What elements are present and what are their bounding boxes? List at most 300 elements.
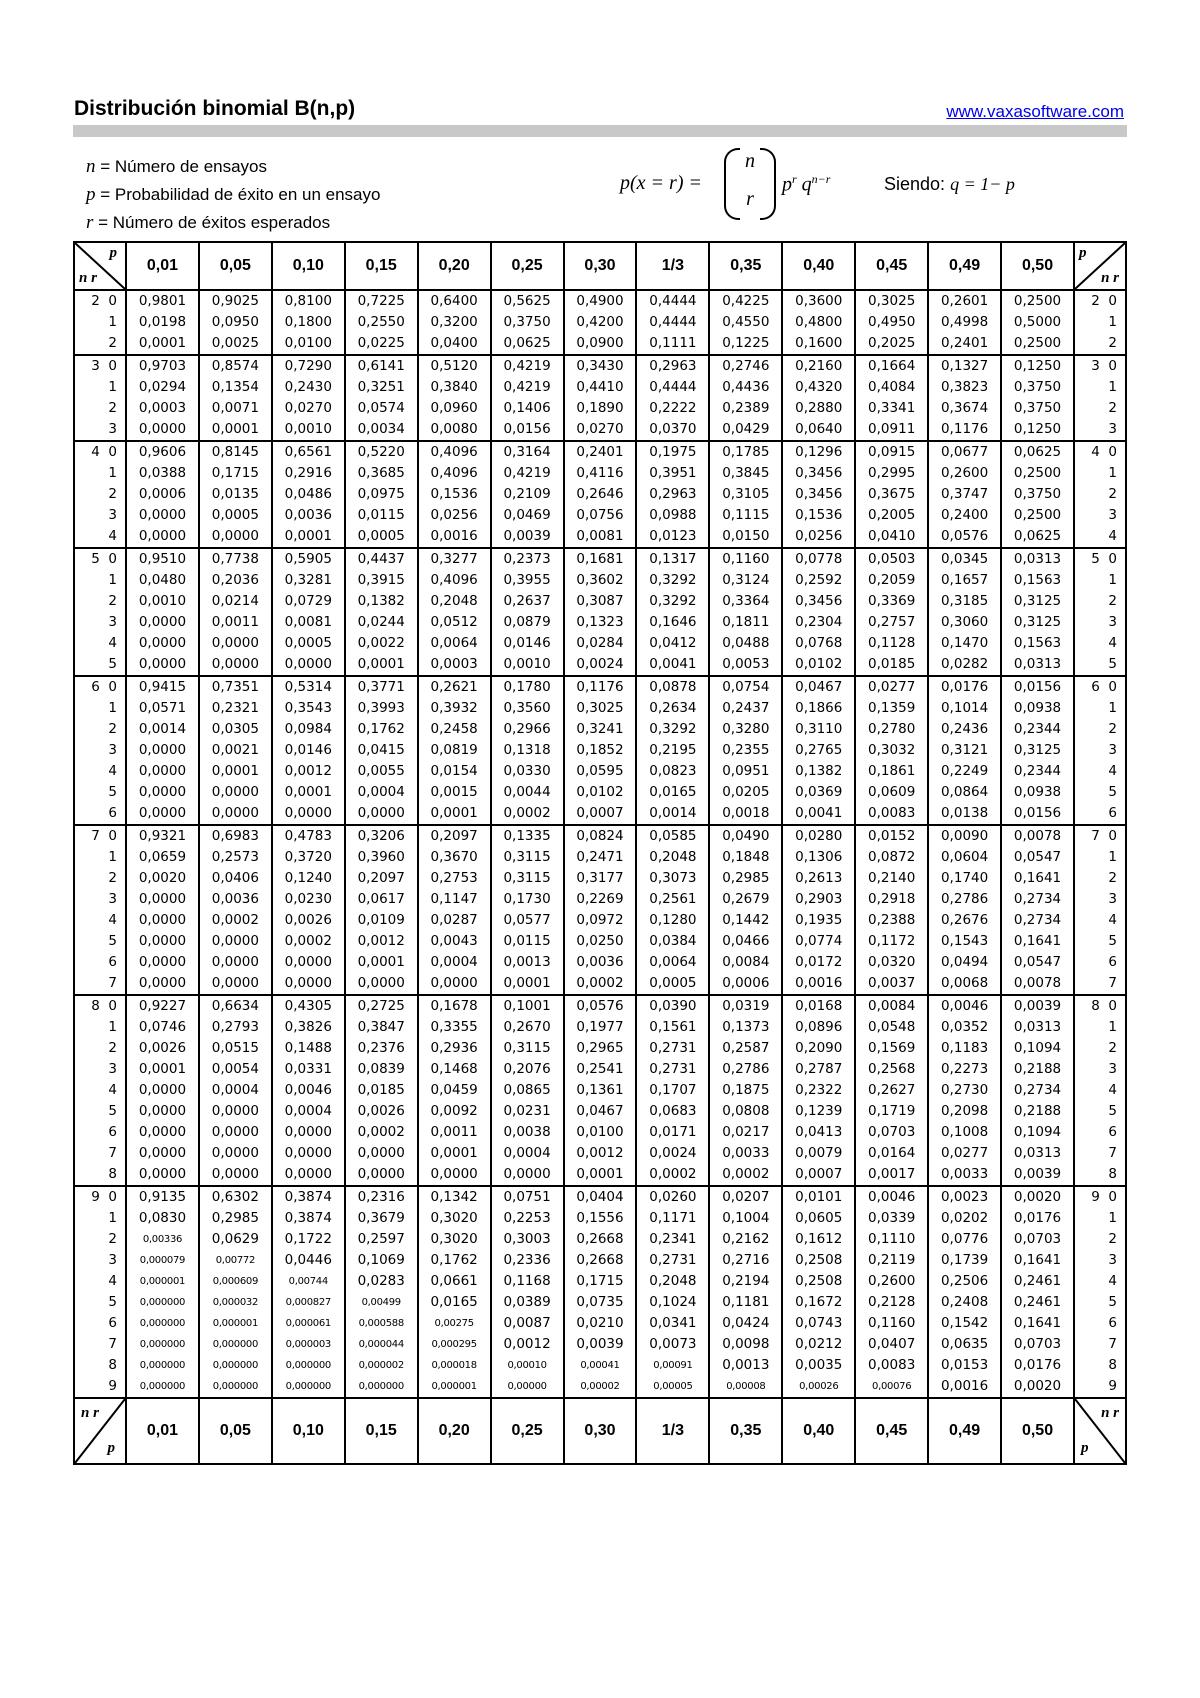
probability-value: 0,4783 xyxy=(284,828,332,844)
probability-value: 0,0640 xyxy=(795,421,843,437)
r-label: 2 xyxy=(1108,593,1117,609)
probability-value: 0,0000 xyxy=(430,1166,478,1182)
probability-value: 0,3670 xyxy=(430,849,478,865)
probability-value: 0,0078 xyxy=(1013,828,1062,844)
probability-value: 0,0176 xyxy=(1013,1357,1062,1373)
probability-value: 0,0005 xyxy=(357,528,405,544)
probability-value: 0,0878 xyxy=(649,679,697,695)
probability-column xyxy=(564,1186,637,1398)
probability-value: 0,000609 xyxy=(212,1276,259,1287)
probability-value: 0,0202 xyxy=(940,1210,989,1226)
corner-cell xyxy=(1074,242,1126,290)
probability-value: 0,1183 xyxy=(940,1040,989,1056)
probability-value: 0,0068 xyxy=(940,975,989,991)
probability-value: 0,1800 xyxy=(284,314,332,330)
probability-value: 0,4437 xyxy=(357,551,405,567)
probability-value: 0,2936 xyxy=(430,1040,478,1056)
probability-value: 0,0033 xyxy=(722,1145,770,1161)
probability-value: 0,2985 xyxy=(722,870,770,886)
probability-column xyxy=(1001,355,1074,441)
r-label: 7 xyxy=(108,975,117,991)
probability-value: 0,0038 xyxy=(503,1124,551,1140)
website-link[interactable]: www.vaxasoftware.com xyxy=(946,102,1124,121)
probability-value: 0,2918 xyxy=(868,891,916,907)
probability-value: 0,2273 xyxy=(940,1061,989,1077)
probability-value: 0,0659 xyxy=(138,849,187,865)
probability-value: 0,0000 xyxy=(211,1166,259,1182)
probability-value: 0,0490 xyxy=(722,828,770,844)
probability-value: 0,0778 xyxy=(795,551,843,567)
probability-value: 0,4305 xyxy=(284,998,332,1014)
probability-column xyxy=(491,441,564,548)
probability-value: 0,0000 xyxy=(138,954,187,970)
probability-value: 0,1730 xyxy=(503,891,551,907)
probability-value: 0,1094 xyxy=(1013,1040,1062,1056)
probability-value: 0,0001 xyxy=(284,784,332,800)
probability-value: 0,2757 xyxy=(868,614,916,630)
probability-column xyxy=(491,825,564,995)
probability-column xyxy=(564,995,637,1186)
definition-r: r = Número de éxitos esperados xyxy=(86,212,331,233)
p-value-header: 0,10 xyxy=(272,242,345,290)
probability-value: 0,3025 xyxy=(868,293,916,309)
probability-value: 0,2373 xyxy=(503,551,551,567)
probability-value: 0,3685 xyxy=(357,465,405,481)
probability-column xyxy=(1001,995,1074,1186)
p-value-header: 0,30 xyxy=(564,1398,637,1464)
probability-value: 0,0754 xyxy=(722,679,770,695)
probability-column xyxy=(709,825,782,995)
probability-value: 0,0000 xyxy=(138,528,187,544)
r-label: 2 xyxy=(108,486,117,502)
probability-value: 0,3020 xyxy=(430,1231,478,1247)
probability-value: 0,9025 xyxy=(211,293,259,309)
probability-column xyxy=(564,290,637,355)
probability-value: 0,1359 xyxy=(868,700,916,716)
probability-value: 0,2965 xyxy=(576,1040,624,1056)
probability-value: 0,2097 xyxy=(430,828,478,844)
probability-value: 0,0083 xyxy=(868,1357,916,1373)
n-r-labels xyxy=(74,290,126,355)
probability-value: 0,2500 xyxy=(1013,293,1062,309)
probability-value: 0,6302 xyxy=(211,1189,259,1205)
probability-value: 0,4950 xyxy=(868,314,916,330)
probability-value: 0,3955 xyxy=(503,572,551,588)
probability-value: 0,0001 xyxy=(430,805,478,821)
probability-value: 0,00010 xyxy=(507,1360,547,1371)
r-label: 6 xyxy=(108,954,117,970)
probability-value: 0,3915 xyxy=(357,572,405,588)
r-label: 1 xyxy=(1108,379,1117,395)
probability-value: 0,1852 xyxy=(576,742,624,758)
probability-value: 0,2098 xyxy=(940,1103,989,1119)
probability-value: 0,0609 xyxy=(868,784,916,800)
probability-column xyxy=(418,1186,491,1398)
probability-value: 0,2005 xyxy=(868,507,916,523)
probability-value: 0,0081 xyxy=(576,528,624,544)
r-label: 9 xyxy=(1108,1378,1117,1394)
r-label: 3 xyxy=(1108,1252,1117,1268)
probability-value: 0,0808 xyxy=(722,1103,770,1119)
probability-value: 0,0319 xyxy=(722,998,770,1014)
probability-value: 0,3456 xyxy=(795,593,843,609)
r-label: 2 xyxy=(108,593,117,609)
probability-column xyxy=(1001,676,1074,825)
probability-value: 0,0033 xyxy=(940,1166,989,1182)
probability-value: 0,0244 xyxy=(357,614,405,630)
probability-value: 0,9703 xyxy=(138,358,187,374)
probability-value: 0,1707 xyxy=(649,1082,697,1098)
p-value-header: 0,25 xyxy=(491,242,564,290)
probability-value: 0,0081 xyxy=(284,614,332,630)
probability-value: 0,0277 xyxy=(868,679,916,695)
r-label: 4 xyxy=(1108,912,1117,928)
probability-value: 0,2985 xyxy=(211,1210,259,1226)
probability-value: 0,00499 xyxy=(361,1297,401,1308)
probability-value: 0,0034 xyxy=(357,421,405,437)
probability-value: 0,1536 xyxy=(430,486,478,502)
r-label: 2 xyxy=(108,1231,117,1247)
probability-value: 0,2436 xyxy=(940,721,989,737)
probability-value: 0,0000 xyxy=(357,975,405,991)
probability-value: 0,2162 xyxy=(722,1231,770,1247)
probability-value: 0,3602 xyxy=(576,572,624,588)
probability-value: 0,0171 xyxy=(649,1124,697,1140)
probability-value: 0,2903 xyxy=(795,891,843,907)
probability-value: 0,0635 xyxy=(940,1336,989,1352)
r-label: 2 xyxy=(1108,870,1117,886)
probability-column xyxy=(345,355,418,441)
probability-value: 0,3355 xyxy=(430,1019,478,1035)
probability-value: 0,4320 xyxy=(795,379,843,395)
probability-value: 0,1004 xyxy=(722,1210,770,1226)
probability-value: 0,0331 xyxy=(284,1061,332,1077)
probability-value: 0,0751 xyxy=(503,1189,551,1205)
probability-value: 0,0938 xyxy=(1013,700,1062,716)
probability-value: 0,2613 xyxy=(795,870,843,886)
probability-value: 0,3073 xyxy=(649,870,697,886)
probability-value: 0,1762 xyxy=(357,721,405,737)
probability-value: 0,2734 xyxy=(1013,891,1062,907)
r-label: 5 xyxy=(108,784,117,800)
probability-value: 0,0016 xyxy=(430,528,478,544)
probability-column xyxy=(782,290,855,355)
probability-column xyxy=(272,1186,345,1398)
probability-column xyxy=(345,441,418,548)
probability-column xyxy=(418,290,491,355)
probability-value: 0,2048 xyxy=(430,593,478,609)
probability-value: 0,2316 xyxy=(357,1189,405,1205)
probability-value: 0,2321 xyxy=(211,700,259,716)
p-value-header: 0,15 xyxy=(345,1398,418,1464)
probability-value: 0,0039 xyxy=(576,1336,624,1352)
probability-column xyxy=(855,355,928,441)
probability-value: 0,3456 xyxy=(795,486,843,502)
probability-value: 0,000000 xyxy=(139,1381,186,1392)
binomial-coefficient xyxy=(724,146,776,220)
probability-value: 0,1181 xyxy=(722,1294,770,1310)
r-label: 2 0 xyxy=(91,293,117,309)
n-block-row xyxy=(74,548,1126,676)
probability-value: 0,2597 xyxy=(357,1231,405,1247)
variable-definitions xyxy=(86,153,380,237)
probability-value: 0,0000 xyxy=(211,635,259,651)
probability-value: 0,0036 xyxy=(284,507,332,523)
probability-value: 0,0577 xyxy=(503,912,551,928)
r-label: 6 xyxy=(1108,954,1117,970)
probability-value: 0,2344 xyxy=(1013,763,1062,779)
probability-value: 0,0604 xyxy=(940,849,989,865)
probability-column xyxy=(491,290,564,355)
n-r-labels xyxy=(74,825,126,995)
probability-column xyxy=(126,676,199,825)
probability-value: 0,0000 xyxy=(211,656,259,672)
probability-value: 0,0000 xyxy=(138,421,187,437)
r-label: 3 xyxy=(1108,742,1117,758)
probability-value: 0,0488 xyxy=(722,635,770,651)
probability-value: 0,0078 xyxy=(1013,975,1062,991)
r-label: 1 xyxy=(1108,314,1117,330)
r-label: 2 xyxy=(1108,721,1117,737)
probability-value: 0,3292 xyxy=(649,593,697,609)
probability-value: 0,0102 xyxy=(795,656,843,672)
probability-value: 0,1641 xyxy=(1013,1252,1062,1268)
r-label: 3 xyxy=(108,1252,117,1268)
probability-value: 0,000002 xyxy=(358,1360,404,1371)
probability-value: 0,0270 xyxy=(576,421,624,437)
n-block-row xyxy=(74,290,1126,355)
probability-value: 0,0123 xyxy=(649,528,697,544)
probability-column xyxy=(272,441,345,548)
r-label: 2 xyxy=(1108,486,1117,502)
probability-value: 0,0026 xyxy=(357,1103,405,1119)
probability-value: 0,3341 xyxy=(868,400,916,416)
probability-value: 0,3060 xyxy=(940,614,989,630)
probability-value: 0,0165 xyxy=(649,784,697,800)
probability-value: 0,0000 xyxy=(138,912,187,928)
probability-value: 0,0004 xyxy=(430,954,478,970)
probability-value: 0,2541 xyxy=(576,1061,624,1077)
probability-value: 0,2634 xyxy=(649,700,697,716)
probability-value: 0,0168 xyxy=(795,998,843,1014)
probability-column xyxy=(345,995,418,1186)
r-label: 3 xyxy=(108,421,117,437)
probability-value: 0,3826 xyxy=(284,1019,332,1035)
probability-value: 0,4444 xyxy=(649,379,697,395)
probability-column xyxy=(272,825,345,995)
probability-value: 0,000000 xyxy=(139,1297,186,1308)
probability-column xyxy=(636,676,709,825)
probability-value: 0,1543 xyxy=(940,933,989,949)
probability-value: 0,0776 xyxy=(940,1231,989,1247)
probability-value: 0,3771 xyxy=(357,679,405,695)
probability-value: 0,1171 xyxy=(649,1210,697,1226)
probability-value: 0,2880 xyxy=(795,400,843,416)
probability-value: 0,3124 xyxy=(722,572,770,588)
probability-value: 0,2048 xyxy=(649,849,697,865)
probability-column xyxy=(199,548,272,676)
corner-cell xyxy=(74,242,126,290)
probability-column xyxy=(782,441,855,548)
probability-value: 0,00744 xyxy=(288,1276,328,1287)
probability-value: 0,1069 xyxy=(357,1252,405,1268)
probability-value: 0,0039 xyxy=(503,528,551,544)
probability-value: 0,2025 xyxy=(868,335,916,351)
probability-value: 0,0026 xyxy=(138,1040,187,1056)
probability-value: 0,0735 xyxy=(576,1294,624,1310)
probability-value: 0,0824 xyxy=(576,828,624,844)
corner-cell xyxy=(1074,1398,1126,1464)
probability-value: 0,6983 xyxy=(211,828,259,844)
r-label: 2 xyxy=(108,721,117,737)
probability-value: 0,0102 xyxy=(576,784,624,800)
probability-value: 0,2787 xyxy=(795,1061,843,1077)
probability-value: 0,0011 xyxy=(430,1124,478,1140)
probability-value: 0,2786 xyxy=(722,1061,770,1077)
probability-value: 0,000000 xyxy=(212,1339,259,1350)
probability-value: 0,8574 xyxy=(211,358,259,374)
probability-column xyxy=(636,548,709,676)
probability-value: 0,2048 xyxy=(649,1273,697,1289)
probability-column xyxy=(126,995,199,1186)
probability-value: 0,0083 xyxy=(868,805,916,821)
binom-top: n xyxy=(745,150,755,172)
probability-value: 0,0390 xyxy=(649,998,697,1014)
probability-value: 0,0212 xyxy=(795,1336,843,1352)
probability-value: 0,0743 xyxy=(795,1315,843,1331)
probability-value: 0,0064 xyxy=(649,954,697,970)
probability-value: 0,0005 xyxy=(211,507,259,523)
probability-column xyxy=(928,355,1001,441)
probability-value: 0,0576 xyxy=(940,528,989,544)
probability-value: 0,2550 xyxy=(357,314,405,330)
probability-value: 0,3125 xyxy=(1013,614,1062,630)
probability-value: 0,0000 xyxy=(284,656,332,672)
probability-value: 0,0000 xyxy=(211,1145,259,1161)
probability-value: 0,2461 xyxy=(1013,1273,1062,1289)
probability-value: 0,1811 xyxy=(722,614,770,630)
probability-value: 0,0164 xyxy=(868,1145,916,1161)
probability-value: 0,2668 xyxy=(576,1231,624,1247)
probability-value: 0,3280 xyxy=(722,721,770,737)
probability-value: 0,0270 xyxy=(284,400,332,416)
probability-value: 0,0287 xyxy=(430,912,478,928)
p-value-header: 0,45 xyxy=(855,1398,928,1464)
probability-value: 0,0000 xyxy=(284,975,332,991)
probability-value: 0,000588 xyxy=(358,1318,404,1329)
r-label: 8 xyxy=(1108,1357,1117,1373)
probability-value: 0,0406 xyxy=(211,870,259,886)
probability-column xyxy=(126,290,199,355)
probability-value: 0,1785 xyxy=(722,444,770,460)
probability-column xyxy=(199,1186,272,1398)
probability-value: 0,0000 xyxy=(138,635,187,651)
probability-value: 0,1382 xyxy=(795,763,843,779)
probability-value: 0,0915 xyxy=(868,444,916,460)
probability-value: 0,3823 xyxy=(940,379,989,395)
probability-value: 0,0466 xyxy=(722,933,770,949)
probability-value: 0,3292 xyxy=(649,572,697,588)
probability-value: 0,2430 xyxy=(284,379,332,395)
probability-value: 0,0000 xyxy=(503,1166,551,1182)
probability-value: 0,000001 xyxy=(431,1381,477,1392)
probability-value: 0,3125 xyxy=(1013,593,1062,609)
probability-value: 0,1890 xyxy=(576,400,624,416)
probability-column xyxy=(782,1186,855,1398)
probability-value: 0,0703 xyxy=(868,1124,916,1140)
n-r-labels xyxy=(74,441,126,548)
probability-value: 0,3025 xyxy=(576,700,624,716)
probability-column xyxy=(564,676,637,825)
r-label: 8 0 xyxy=(91,998,117,1014)
n-r-labels xyxy=(1074,290,1126,355)
probability-value: 0,2160 xyxy=(795,358,843,374)
r-label: 4 xyxy=(108,1082,117,1098)
probability-value: 0,2437 xyxy=(722,700,770,716)
probability-value: 0,1678 xyxy=(430,998,478,1014)
probability-column xyxy=(928,290,1001,355)
probability-value: 0,0024 xyxy=(576,656,624,672)
r-label: 6 xyxy=(108,1124,117,1140)
probability-value: 0,2716 xyxy=(722,1252,770,1268)
probability-value: 0,0001 xyxy=(430,1145,478,1161)
probability-value: 0,0000 xyxy=(138,1166,187,1182)
n-block-row xyxy=(74,441,1126,548)
probability-value: 0,0198 xyxy=(138,314,187,330)
r-label: 1 xyxy=(1108,1210,1117,1226)
probability-column xyxy=(199,355,272,441)
page-title: Distribución binomial B(n,p) xyxy=(74,97,356,120)
probability-value: 0,2090 xyxy=(795,1040,843,1056)
probability-value: 0,2128 xyxy=(868,1294,916,1310)
probability-value: 0,0000 xyxy=(138,742,187,758)
probability-value: 0,0000 xyxy=(138,507,187,523)
probability-column xyxy=(855,825,928,995)
footer-row xyxy=(74,1398,1126,1464)
r-label: 1 xyxy=(1108,465,1117,481)
probability-value: 0,2401 xyxy=(940,335,989,351)
probability-value: 0,4900 xyxy=(576,293,624,309)
probability-value: 0,0214 xyxy=(211,593,259,609)
r-label: 2 xyxy=(1108,1040,1117,1056)
probability-value: 0,0023 xyxy=(940,1189,989,1205)
probability-value: 0,0185 xyxy=(868,656,916,672)
probability-value: 0,2508 xyxy=(795,1273,843,1289)
probability-value: 0,1110 xyxy=(868,1231,916,1247)
probability-value: 0,0210 xyxy=(576,1315,624,1331)
probability-column xyxy=(199,995,272,1186)
probability-value: 0,00076 xyxy=(872,1381,912,1392)
probability-value: 0,0020 xyxy=(1013,1189,1062,1205)
probability-value: 0,2561 xyxy=(649,891,697,907)
probability-value: 0,2249 xyxy=(940,763,989,779)
probability-value: 0,0000 xyxy=(138,933,187,949)
probability-value: 0,4225 xyxy=(722,293,770,309)
probability-value: 0,1563 xyxy=(1013,635,1062,651)
probability-value: 0,0225 xyxy=(357,335,405,351)
probability-value: 0,2621 xyxy=(430,679,478,695)
probability-column xyxy=(855,441,928,548)
probability-value: 0,0090 xyxy=(940,828,989,844)
probability-value: 0,0617 xyxy=(357,891,405,907)
probability-value: 0,3932 xyxy=(430,700,478,716)
probability-value: 0,0135 xyxy=(211,486,259,502)
probability-value: 0,0950 xyxy=(211,314,259,330)
probability-value: 0,2076 xyxy=(503,1061,551,1077)
q-definition: Siendo: q = 1− p xyxy=(884,174,1015,194)
probability-value: 0,3750 xyxy=(1013,400,1062,416)
probability-column xyxy=(855,548,928,676)
